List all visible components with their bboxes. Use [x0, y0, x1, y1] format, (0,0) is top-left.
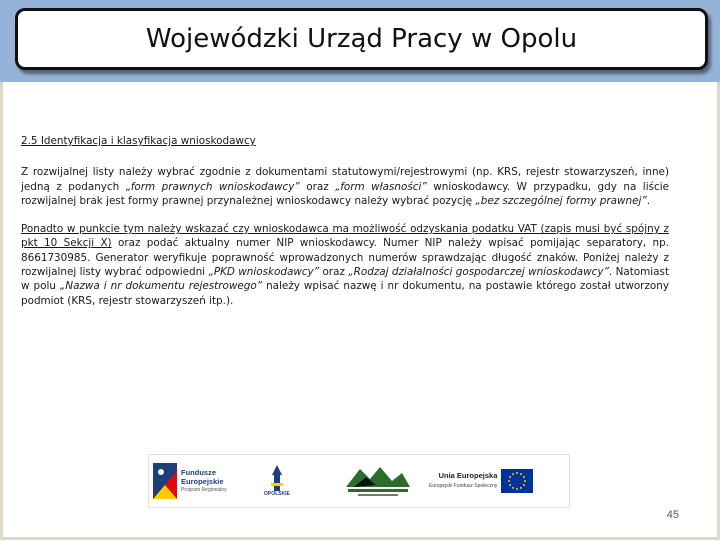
p2-term-document-name: „Nazwa i nr dokumentu rejestrowego”	[59, 280, 263, 293]
fe-line3: Program Regionalny	[181, 486, 227, 493]
wup-emblem-icon	[344, 463, 412, 499]
p2-text-h: należy wpisać nazwę i nr dokumentu, na postawie którego został utworzony podmiot (KRS, rejestr stowarzyszeń itp.).	[21, 280, 670, 307]
section-heading: 2.5 Identyfikacja i klasyfikacja wnioskodawcy	[21, 135, 256, 147]
p1-term-legal-forms: „form prawnych wnioskodawcy”	[125, 180, 300, 193]
ue-line1: Unia Europejska	[438, 471, 498, 480]
p2-term-activity-type: „Rodzaj działalności gospodarczej wnioskodawcy”	[348, 266, 609, 279]
p1-term-no-legal-form: „bez szczególnej formy prawnej”	[475, 194, 647, 207]
fe-emblem-icon	[153, 463, 177, 499]
p1-text-e: wnioskodawcy. W przypadku, gdy na liście rozwijalnej brak jest formy prawnej przynależnej wnioskodawcy należy wybrać pozycję	[21, 180, 669, 207]
eu-flag-icon	[501, 469, 533, 493]
p1-text-c: oraz	[299, 180, 336, 193]
slide-body	[3, 82, 717, 537]
page-title: Wojewódzki Urząd Pracy w Opolu	[145, 24, 578, 54]
p1-text-g: .	[646, 194, 651, 207]
voivodeship-labour-office-logo	[344, 455, 412, 507]
p2-term-pkd: „PKD wnioskodawcy”	[208, 266, 320, 279]
ue-line2: Europejski Fundusz Społeczny	[429, 483, 498, 489]
unia-europejska-logo	[429, 455, 533, 507]
paragraph-legal-form	[21, 165, 669, 208]
fe-text-block	[181, 468, 227, 495]
opolskie-tower-icon	[269, 465, 285, 491]
fe-line1: Fundusze	[181, 467, 216, 477]
page-number: 45	[666, 509, 679, 521]
p2-text-d: oraz	[319, 266, 349, 279]
p1-term-ownership: „form własności”	[335, 180, 427, 193]
fundusze-europejskie-logo	[153, 455, 227, 507]
opolskie-logo	[264, 455, 290, 507]
p2-text-b: oraz podać aktualny numer NIP wnioskodawcy. Numer NIP należy wpisać pomijając separatory, np. 8661730985. Generator weryfikuje poprawność wprowadzonych numerów sprawdzając długość znaków. Poniżej należy z rozwijalnej listy wybrać odpowiedni	[21, 237, 669, 279]
paragraph-vat-nip	[21, 222, 669, 308]
fe-line2: Europejskie	[181, 476, 224, 486]
title-box	[15, 8, 708, 70]
p1-text-a: Z rozwijalnej listy należy wybrać zgodnie z dokumentami statutowymi/rejestrowymi (np. KRS, rejestr stowarzyszeń, inne) jedną z podanych	[21, 166, 669, 193]
content	[21, 134, 669, 322]
ue-text-block	[429, 471, 497, 491]
p2-text-f: . Natomiast w polu	[21, 266, 670, 293]
p2-vat-underlined: Ponadto w punkcie tym należy wskazać czy wnioskodawca ma możliwość odzyskania podatku VAT (zapis musi być spójny z pkt 10 Sekcji X)	[21, 223, 669, 250]
opolskie-label: OPOLSKIE	[264, 491, 290, 497]
logo-strip	[148, 454, 570, 508]
